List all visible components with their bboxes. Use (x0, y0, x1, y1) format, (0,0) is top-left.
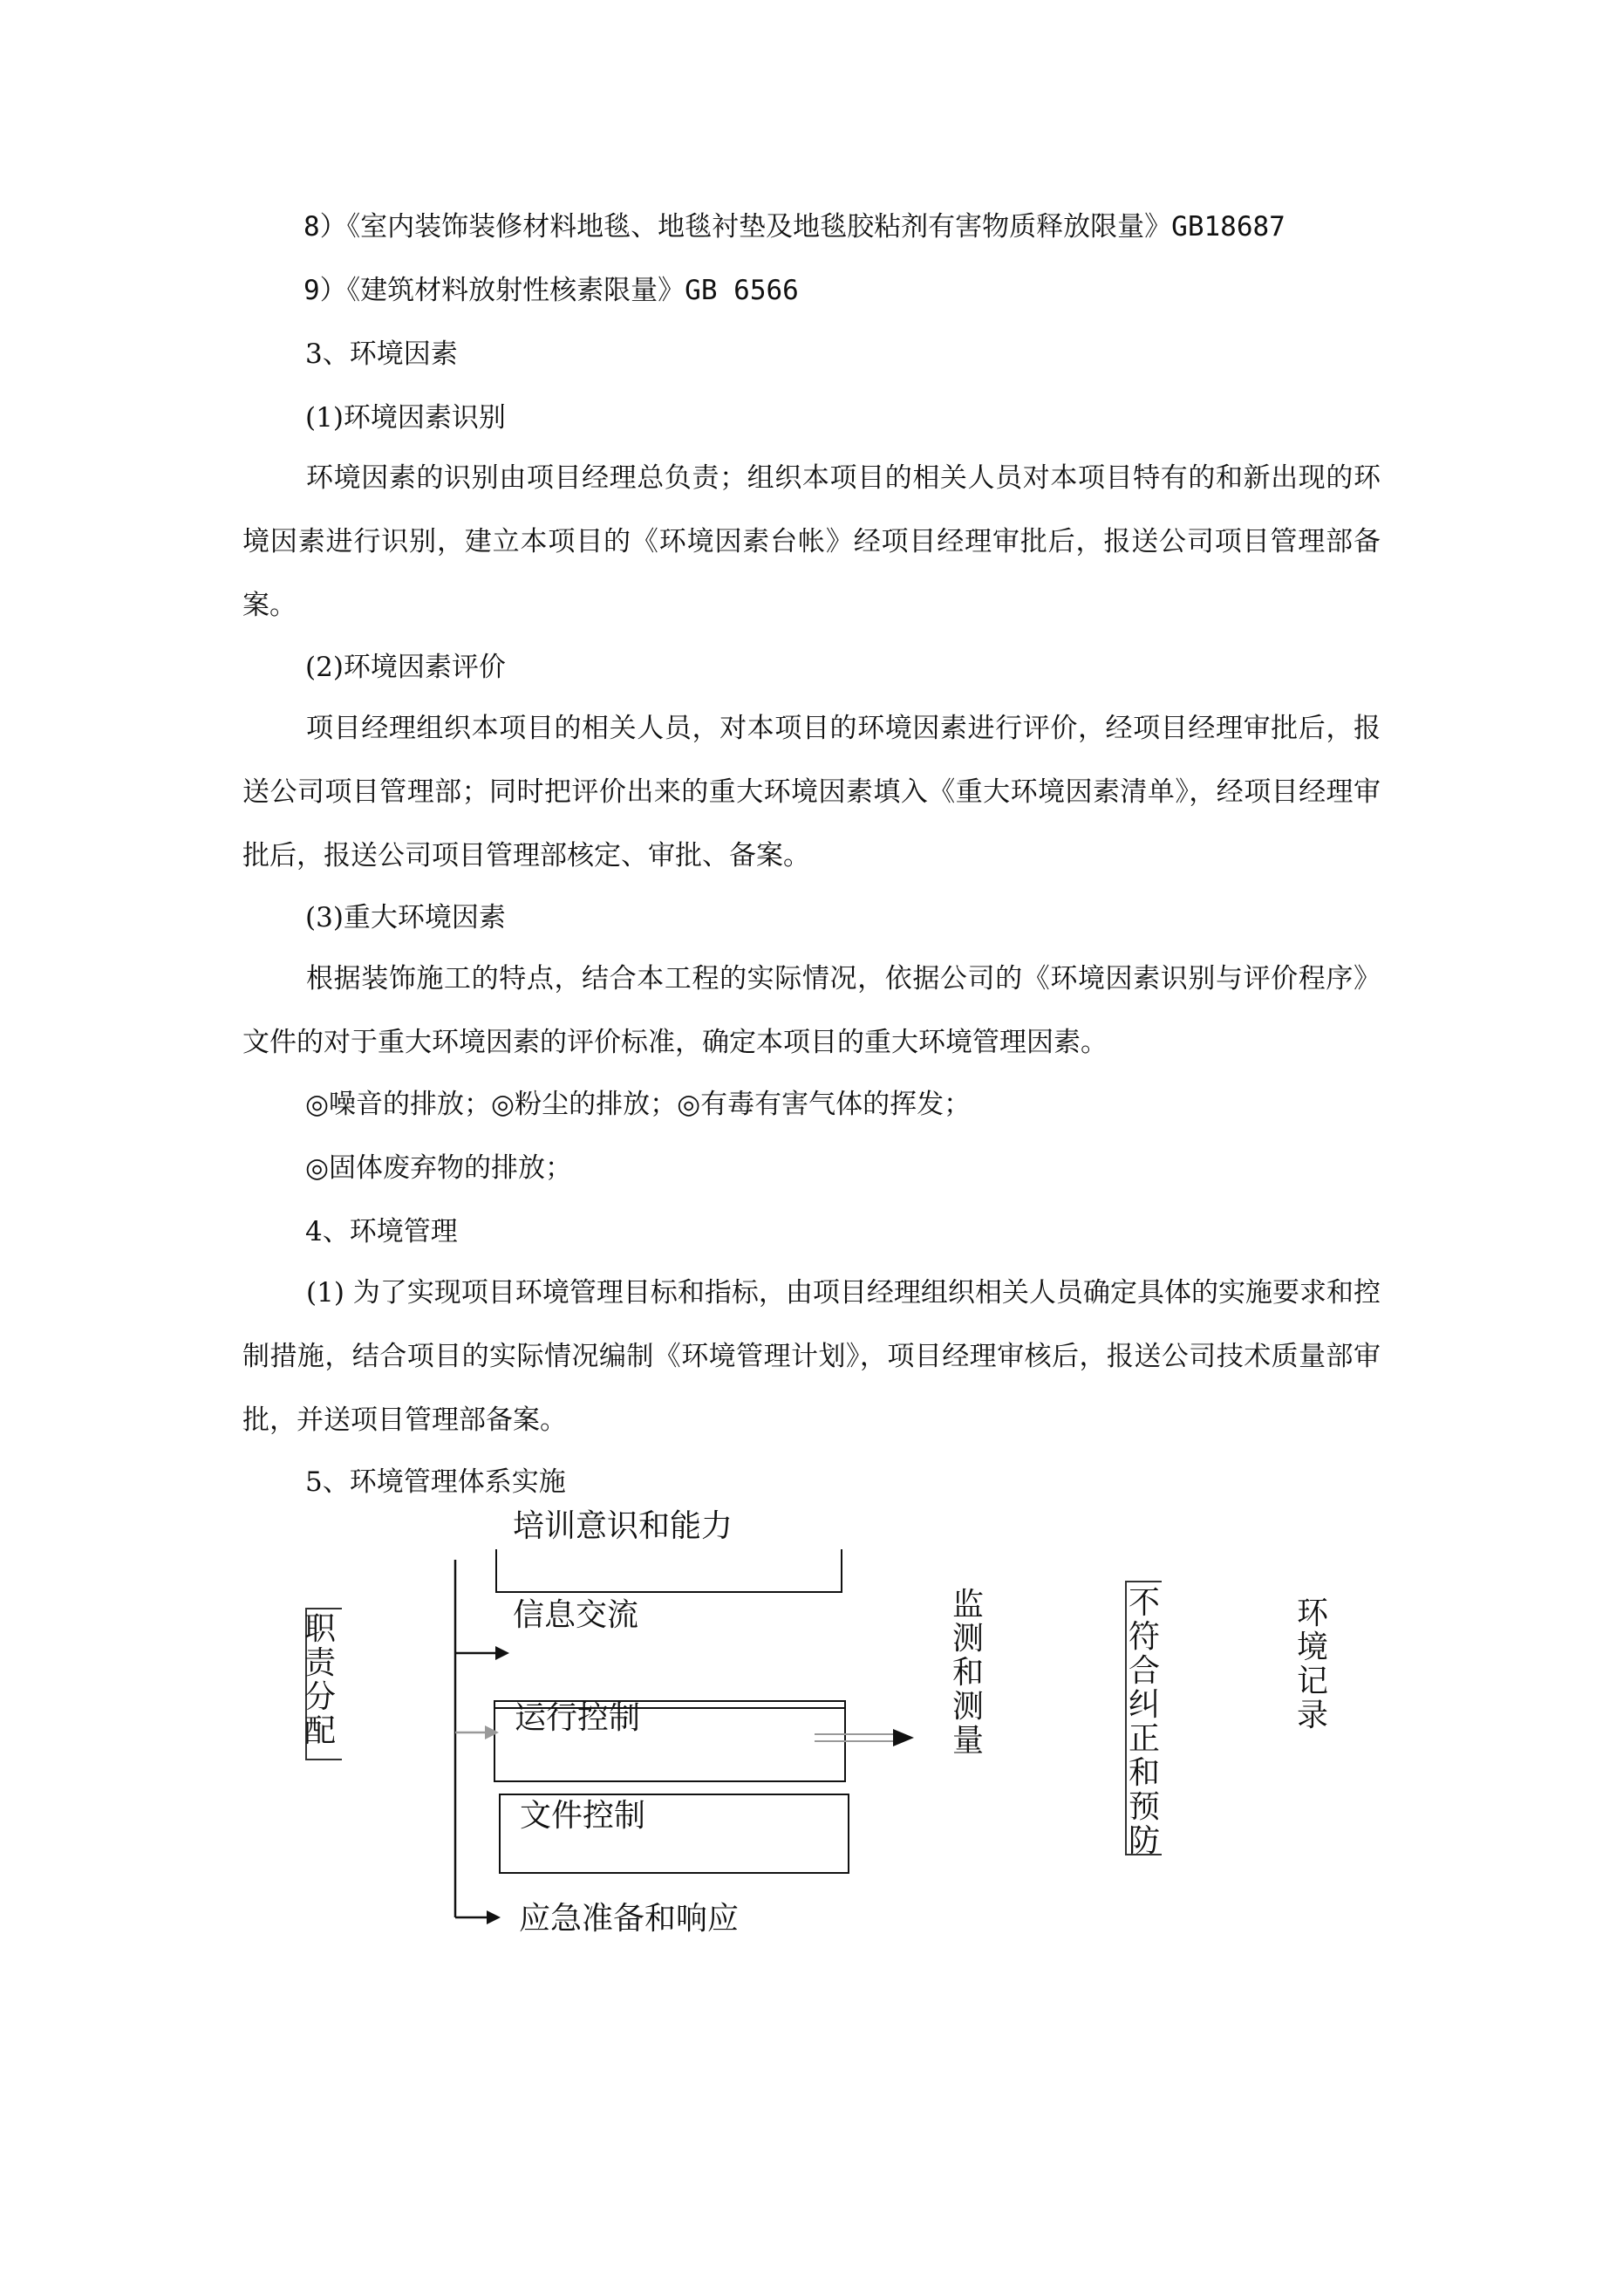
records-label: 环境记录 (1296, 1596, 1328, 1733)
section-3-3-title: (3)重大环境因素 (305, 902, 506, 933)
duties-label: 职责分配 (303, 1611, 336, 1749)
standard-item-8: 8）《室内装饰装修材料地毯、地毯衬垫及地毯胶粘剂有害物质释放限量》GB18687 (303, 211, 1285, 243)
section-3-1-paragraph: 环境因素的识别由项目经理总负责；组织本项目的相关人员对本项目特有的和新出现的环境因素进行识别，建立本项目的《环境因素台帐》经项目经理审批后，报送公司项目管理部备案。 (242, 462, 1381, 621)
section-3-2-title: (2)环境因素评价 (305, 652, 506, 683)
nonconformity-label: 不符合纠正和预防 (1128, 1585, 1160, 1859)
document-control-label: 文件控制 (520, 1798, 646, 1834)
standard-item-9: 9）《建筑材料放射性核素限量》GB 6566 (303, 275, 799, 306)
section-4-title: 4、环境管理 (305, 1216, 458, 1247)
section-3-title: 3、环境因素 (305, 338, 458, 370)
emission-list-1: ◎噪音的排放；◎粉尘的排放；◎有毒有害气体的挥发； (305, 1089, 972, 1120)
section-4-1-paragraph: (1) 为了实现项目环境管理目标和指标，由项目经理组织相关人员确定具体的实施要求和控制措施，结合项目的实际情况编制《环境管理计划》，项目经理审核后，报送公司技术质量部审批，并送项目管理部备案。 (242, 1277, 1381, 1436)
section-3-3-paragraph: 根据装饰施工的特点，结合本工程的实际情况，依据公司的《环境因素识别与评价程序》文件的对于重大环境因素的评价标准，确定本项目的重大环境管理因素。 (242, 963, 1381, 1058)
emergency-label: 应急准备和响应 (519, 1901, 740, 1937)
monitoring-label: 监测和测量 (951, 1587, 984, 1759)
section-5-title: 5、环境管理体系实施 (305, 1466, 566, 1498)
info-exchange-label: 信息交流 (513, 1597, 639, 1633)
operation-control-label: 运行控制 (515, 1700, 641, 1736)
training-label: 培训意识和能力 (513, 1508, 733, 1544)
section-3-1-title: (1)环境因素识别 (305, 402, 506, 434)
emission-list-2: ◎固体废弃物的排放； (305, 1152, 573, 1184)
section-3-2-paragraph: 项目经理组织本项目的相关人员，对本项目的环境因素进行评价，经项目经理审批后，报送公司项目管理部；同时把评价出来的重大环境因素填入《重大环境因素清单》，经项目经理审批后，报送公司项目管理部核定、审批、备案。 (242, 713, 1381, 871)
